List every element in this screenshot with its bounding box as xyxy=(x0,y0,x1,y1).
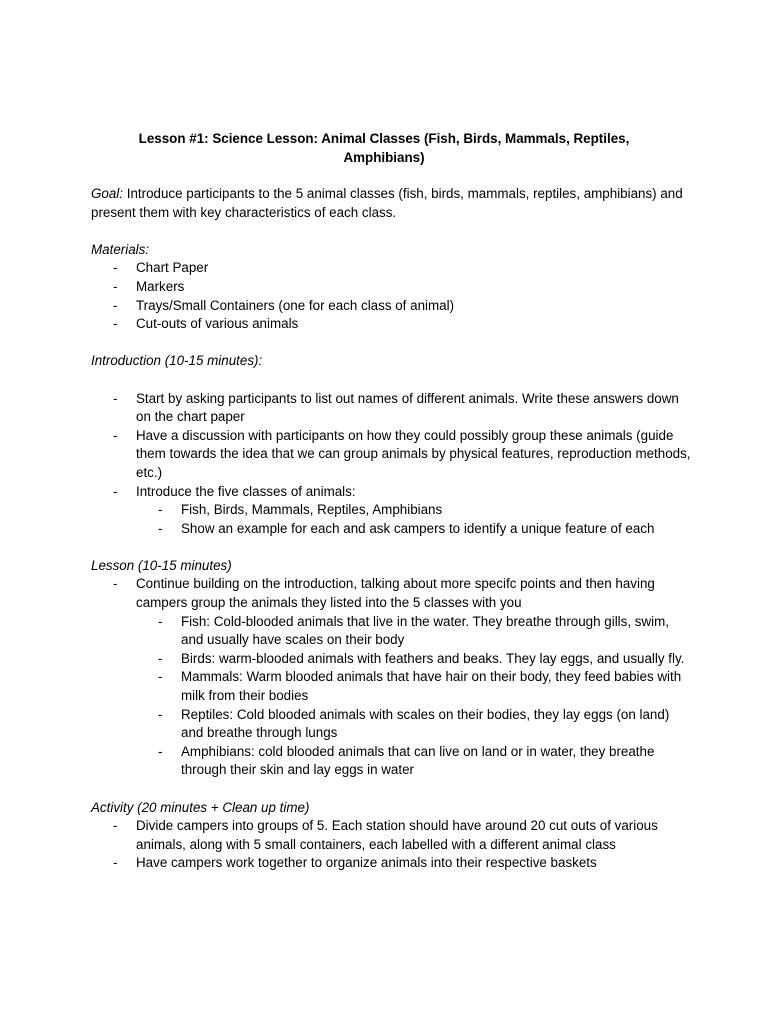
goal-label: Goal: xyxy=(91,186,124,201)
document-body xyxy=(91,185,691,873)
goal-paragraph xyxy=(91,185,691,222)
list-item: - Continue building on the introduction, talking about more specifc points and then having campers group the animals they listed into the 5 classes with you xyxy=(113,576,655,611)
list-item: - Introduce the five classes of animals: xyxy=(113,483,356,499)
materials-heading: Materials: xyxy=(91,241,150,257)
goal-text: Introduce participants to the 5 animal classes (fish, birds, mammals, reptiles, amphibians) and present them with key characteristics of each class. xyxy=(91,186,683,220)
activity-list xyxy=(91,817,691,873)
list-item: - Mammals: Warm blooded animals that have hair on their body, they feed babies with milk from their bodies xyxy=(158,669,682,704)
introduction-sublist xyxy=(91,501,691,538)
lesson-list xyxy=(91,575,691,612)
list-item: - Chart Paper xyxy=(113,260,209,276)
lesson-title: Lesson #1: Science Lesson: Animal Classes (Fish, Birds, Mammals, Reptiles, Amphibians) xyxy=(138,131,630,165)
list-item: - Amphibians: cold blooded animals that can live on land or in water, they breathe through their skin and lay eggs in water xyxy=(158,743,655,778)
list-item: - Birds: warm-blooded animals with feathers and beaks. They lay eggs, and usually fly. xyxy=(158,650,685,666)
list-item: - Show an example for each and ask campers to identify a unique feature of each xyxy=(158,520,655,536)
list-item: - Have a discussion with participants on how they could possibly group these animals (guide them towards the idea that we can group animals by physical features, reproduction methods, etc.) xyxy=(113,427,691,480)
activity-heading: Activity (20 minutes + Clean up time) xyxy=(91,799,310,815)
list-item: - Fish, Birds, Mammals, Reptiles, Amphibians xyxy=(158,502,443,518)
list-item: - Cut-outs of various animals xyxy=(113,316,299,332)
introduction-heading: Introduction (10-15 minutes): xyxy=(91,353,263,369)
lesson-sublist xyxy=(91,613,691,780)
list-item: - Fish: Cold-blooded animals that live in the water. They breathe through gills, swim, and usually have scales on their body xyxy=(158,613,670,648)
list-item: - Have campers work together to organize animals into their respective baskets xyxy=(113,855,597,871)
list-item: - Start by asking participants to list out names of different animals. Write these answers down on the chart paper xyxy=(113,390,679,425)
lesson-heading: Lesson (10-15 minutes) xyxy=(91,557,232,573)
materials-list xyxy=(91,259,691,333)
list-item: - Reptiles: Cold blooded animals with scales on their bodies, they lay eggs (on land) and breathe through lungs xyxy=(158,706,670,741)
list-item: - Markers xyxy=(113,278,185,294)
list-item: - Divide campers into groups of 5. Each station should have around 20 cut outs of various animals, along with 5 small containers, each labelled with a different animal class xyxy=(113,818,658,852)
introduction-list xyxy=(91,390,691,502)
list-item: - Trays/Small Containers (one for each class of animal) xyxy=(113,297,455,313)
